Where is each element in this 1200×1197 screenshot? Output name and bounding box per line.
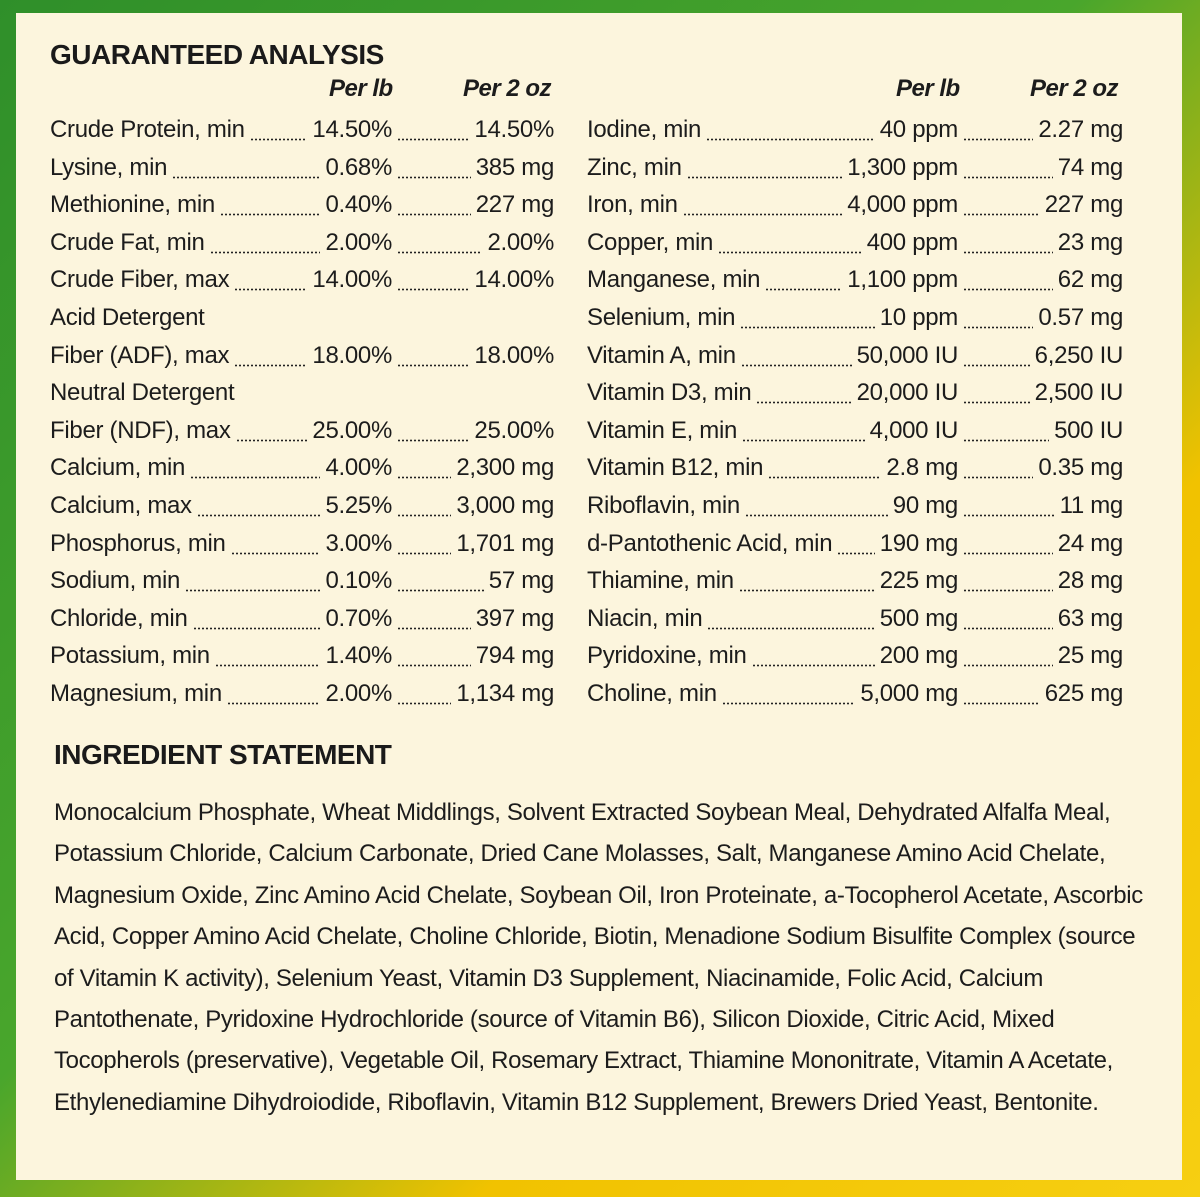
nutrient-label: Vitamin A, min (587, 341, 736, 369)
per-lb-value: 18.00% (312, 341, 392, 369)
analysis-row (50, 452, 554, 484)
dot-leader (963, 514, 1055, 517)
per-2oz-value: 6,250 IU (1034, 341, 1123, 369)
per-2oz-value: 397 mg (475, 604, 554, 632)
per-2oz-value: 3,000 mg (456, 492, 554, 519)
analysis-row (587, 640, 1123, 672)
analysis-row (50, 377, 554, 409)
per-lb-value: 1,300 ppm (847, 153, 958, 181)
nutrient-label: Vitamin E, min (587, 416, 738, 444)
per-2oz-value: 23 mg (1057, 228, 1123, 256)
nutrient-label: Iodine, min (587, 116, 702, 143)
per-2oz-value: 11 mg (1059, 492, 1123, 519)
nutrient-label: Chloride, min (50, 604, 188, 632)
nutrient-label: Acid Detergent (50, 304, 205, 331)
analysis-row (587, 264, 1123, 296)
analysis-row (50, 227, 554, 259)
nutrient-label: d-Pantothenic Acid, min (587, 529, 833, 557)
per-2oz-value: 28 mg (1057, 567, 1123, 595)
nutrient-label: Iron, min (587, 191, 678, 219)
dot-leader (397, 364, 469, 367)
dot-leader (963, 138, 1033, 141)
per-2oz-value: 18.00% (474, 341, 554, 369)
analysis-row (50, 302, 554, 334)
dot-leader (687, 176, 843, 179)
per-lb-value: 2.00% (325, 228, 392, 256)
analysis-row (50, 528, 554, 560)
analysis-row (587, 603, 1123, 635)
analysis-row (587, 415, 1123, 447)
dot-leader (718, 251, 862, 254)
dot-leader (210, 251, 321, 254)
dot-leader (397, 439, 469, 442)
per-lb-value: 14.00% (312, 266, 392, 294)
dot-leader (739, 589, 875, 592)
analysis-row (587, 152, 1123, 184)
dot-leader (190, 476, 320, 479)
analysis-row (587, 189, 1123, 221)
dot-leader (236, 439, 308, 442)
dot-leader (765, 288, 842, 291)
per-2oz-value: 74 mg (1057, 153, 1123, 181)
nutrient-label: Niacin, min (587, 604, 703, 632)
dot-leader (963, 213, 1040, 216)
nutrient-label: Copper, min (587, 228, 714, 256)
per-lb-value: 2.8 mg (886, 454, 958, 482)
dot-leader (963, 664, 1053, 667)
analysis-row (587, 452, 1123, 484)
dot-leader (963, 552, 1053, 555)
nutrient-label: Selenium, min (587, 304, 736, 331)
nutrient-label: Vitamin D3, min (587, 379, 752, 407)
nutrient-label: Crude Protein, min (50, 116, 245, 143)
dot-leader (185, 589, 320, 592)
analysis-row (587, 377, 1123, 409)
dot-leader (397, 664, 471, 667)
analysis-row (587, 227, 1123, 259)
dot-leader (963, 589, 1053, 592)
dot-leader (397, 476, 451, 479)
nutrient-label: Neutral Detergent (50, 379, 235, 407)
nutrient-label: Thiamine, min (587, 567, 734, 595)
left-col-header-per-lb: Per lb (329, 75, 393, 102)
analysis-row (50, 189, 554, 221)
dot-leader (397, 589, 484, 592)
dot-leader (193, 627, 321, 630)
dot-leader (220, 213, 321, 216)
per-2oz-value: 25 mg (1057, 642, 1123, 670)
dot-leader (745, 514, 888, 517)
dot-leader (752, 664, 875, 667)
per-lb-value: 10 ppm (879, 304, 958, 331)
dot-leader (397, 251, 482, 254)
analysis-row (50, 490, 554, 522)
nutrient-label: Zinc, min (587, 153, 682, 181)
dot-leader (722, 702, 856, 705)
per-lb-value: 0.40% (325, 191, 392, 219)
dot-leader (706, 138, 875, 141)
per-lb-value: 0.68% (325, 153, 392, 181)
dot-leader (963, 364, 1030, 367)
nutrient-label: Calcium, max (50, 492, 192, 519)
per-2oz-value: 63 mg (1057, 604, 1123, 632)
analysis-row (50, 565, 554, 597)
per-lb-value: 40 ppm (879, 116, 958, 143)
per-2oz-value: 227 mg (475, 191, 554, 219)
dot-leader (234, 364, 307, 367)
per-2oz-value: 385 mg (475, 153, 554, 181)
dot-leader (397, 176, 471, 179)
dot-leader (197, 514, 321, 517)
nutrient-label: Magnesium, min (50, 680, 222, 707)
analysis-row (587, 340, 1123, 372)
per-lb-value: 50,000 IU (856, 341, 958, 369)
dot-leader (837, 552, 874, 555)
per-lb-value: 1.40% (325, 642, 392, 670)
per-lb-value: 190 mg (879, 529, 958, 557)
per-lb-value: 14.50% (312, 116, 392, 143)
per-lb-value: 200 mg (879, 642, 958, 670)
dot-leader (397, 213, 471, 216)
dot-leader (963, 176, 1053, 179)
ingredient-statement-text: Monocalcium Phosphate, Wheat Middlings, Solvent Extracted Soybean Meal, Dehydrated Alfalfa Meal, Potassium Chloride, Calcium Carbonate, Dried Cane Molasses, Salt, Manganese Amino Acid Chelate, Magnesium Oxide, Zinc Amino Acid Chelate, Soybean Oil, Iron Proteinate, a-Tocopherol Acetate, Ascorbic Acid, Copper Amino Acid Chelate, Choline Chloride, Biotin, Menadione Sodium Bisulfite Complex (source of Vitamin K activity), Selenium Yeast, Vitamin D3 Supplement, Niacinamide, Folic Acid, Calcium Pantothenate, Pyridoxine Hydrochloride (source of Vitamin B6), Silicon Dioxide, Citric Acid, Mixed Tocopherols (preservative), Vegetable Oil, Rosemary Extract, Thiamine Mononitrate, Vitamin A Acetate, Ethylenediamine Dihydroiodide, Riboflavin, Vitamin B12 Supplement, Brewers Dried Yeast, Bentonite. (54, 799, 1143, 1116)
dot-leader (740, 326, 875, 329)
analysis-row (587, 114, 1123, 146)
per-2oz-value: 25.00% (474, 416, 554, 444)
dot-leader (397, 702, 451, 705)
dot-leader (227, 702, 321, 705)
nutrient-label: Vitamin B12, min (587, 454, 764, 482)
dot-leader (963, 627, 1053, 630)
per-lb-value: 225 mg (879, 567, 958, 595)
per-lb-value: 2.00% (325, 680, 392, 707)
analysis-row (587, 490, 1123, 522)
analysis-row (587, 528, 1123, 560)
analysis-row (50, 678, 554, 710)
dot-leader (397, 514, 451, 517)
dot-leader (231, 552, 321, 555)
per-2oz-value: 57 mg (488, 567, 554, 595)
per-2oz-value: 24 mg (1057, 529, 1123, 557)
guaranteed-analysis-title: GUARANTEED ANALYSIS (50, 39, 384, 70)
per-2oz-value: 62 mg (1057, 266, 1123, 294)
per-2oz-value: 14.50% (474, 116, 554, 143)
per-lb-value: 0.70% (325, 604, 392, 632)
per-lb-value: 1,100 ppm (847, 266, 958, 294)
dot-leader (963, 251, 1053, 254)
analysis-row (50, 264, 554, 296)
analysis-row (50, 340, 554, 372)
left-col-header-per-2oz: Per 2 oz (463, 75, 552, 102)
per-2oz-value: 1,701 mg (456, 529, 554, 557)
analysis-row (587, 565, 1123, 597)
nutrient-label: Riboflavin, min (587, 492, 740, 519)
nutrient-label: Crude Fat, min (50, 228, 205, 256)
dot-leader (707, 627, 874, 630)
per-lb-value: 5.25% (325, 492, 392, 519)
per-2oz-value: 2,300 mg (456, 454, 554, 482)
dot-leader (741, 364, 852, 367)
per-2oz-value: 794 mg (475, 642, 554, 670)
dot-leader (172, 176, 320, 179)
dot-leader (768, 476, 881, 479)
nutrient-label: Methionine, min (50, 191, 215, 219)
dot-leader (963, 439, 1049, 442)
dot-leader (963, 702, 1040, 705)
dot-leader (397, 288, 469, 291)
per-lb-value: 0.10% (325, 567, 392, 595)
dot-leader (683, 213, 843, 216)
nutrient-label: Sodium, min (50, 567, 181, 595)
nutrient-label: Fiber (ADF), max (50, 341, 230, 369)
per-lb-value: 400 ppm (866, 228, 958, 256)
per-2oz-value: 1,134 mg (456, 680, 554, 707)
per-2oz-value: 500 IU (1054, 416, 1123, 444)
analysis-row (587, 678, 1123, 710)
per-lb-value: 25.00% (312, 416, 392, 444)
dot-leader (963, 288, 1053, 291)
dot-leader (397, 138, 469, 141)
dot-leader (234, 288, 307, 291)
per-2oz-value: 0.57 mg (1038, 304, 1123, 331)
per-lb-value: 4.00% (325, 454, 392, 482)
dot-leader (215, 664, 321, 667)
dot-leader (963, 326, 1033, 329)
dot-leader (756, 401, 851, 404)
analysis-row (50, 640, 554, 672)
analysis-row (50, 415, 554, 447)
per-2oz-value: 0.35 mg (1038, 454, 1123, 482)
per-lb-value: 20,000 IU (856, 379, 958, 407)
per-lb-value: 5,000 mg (860, 680, 958, 707)
per-lb-value: 500 mg (879, 604, 958, 632)
nutrient-label: Pyridoxine, min (587, 642, 747, 670)
nutrient-label: Lysine, min (50, 153, 168, 181)
per-2oz-value: 227 mg (1044, 191, 1123, 219)
nutrient-label: Fiber (NDF), max (50, 416, 231, 444)
nutrient-label: Crude Fiber, max (50, 266, 230, 294)
nutrient-label: Phosphorus, min (50, 529, 226, 557)
per-2oz-value: 625 mg (1044, 680, 1123, 707)
analysis-row (587, 302, 1123, 334)
per-2oz-value: 2.00% (487, 228, 554, 256)
per-lb-value: 4,000 ppm (847, 191, 958, 219)
dot-leader (742, 439, 865, 442)
ingredient-statement-title: INGREDIENT STATEMENT (54, 739, 392, 770)
per-2oz-value: 14.00% (474, 266, 554, 294)
dot-leader (250, 138, 308, 141)
dot-leader (963, 476, 1033, 479)
per-2oz-value: 2.27 mg (1038, 116, 1123, 143)
per-lb-value: 90 mg (892, 492, 958, 519)
per-lb-value: 4,000 IU (869, 416, 958, 444)
per-2oz-value: 2,500 IU (1034, 379, 1123, 407)
dot-leader (397, 552, 451, 555)
right-col-header-per-2oz: Per 2 oz (1030, 75, 1119, 102)
analysis-row (50, 152, 554, 184)
nutrient-label: Calcium, min (50, 454, 186, 482)
nutrient-label: Manganese, min (587, 266, 761, 294)
dot-leader (963, 401, 1030, 404)
label-panel (16, 13, 1182, 1180)
dot-leader (397, 627, 471, 630)
per-lb-value: 3.00% (325, 529, 392, 557)
nutrient-label: Potassium, min (50, 642, 210, 670)
nutrient-label: Choline, min (587, 680, 717, 707)
analysis-row (50, 603, 554, 635)
right-col-header-per-lb: Per lb (896, 75, 960, 102)
analysis-row (50, 114, 554, 146)
